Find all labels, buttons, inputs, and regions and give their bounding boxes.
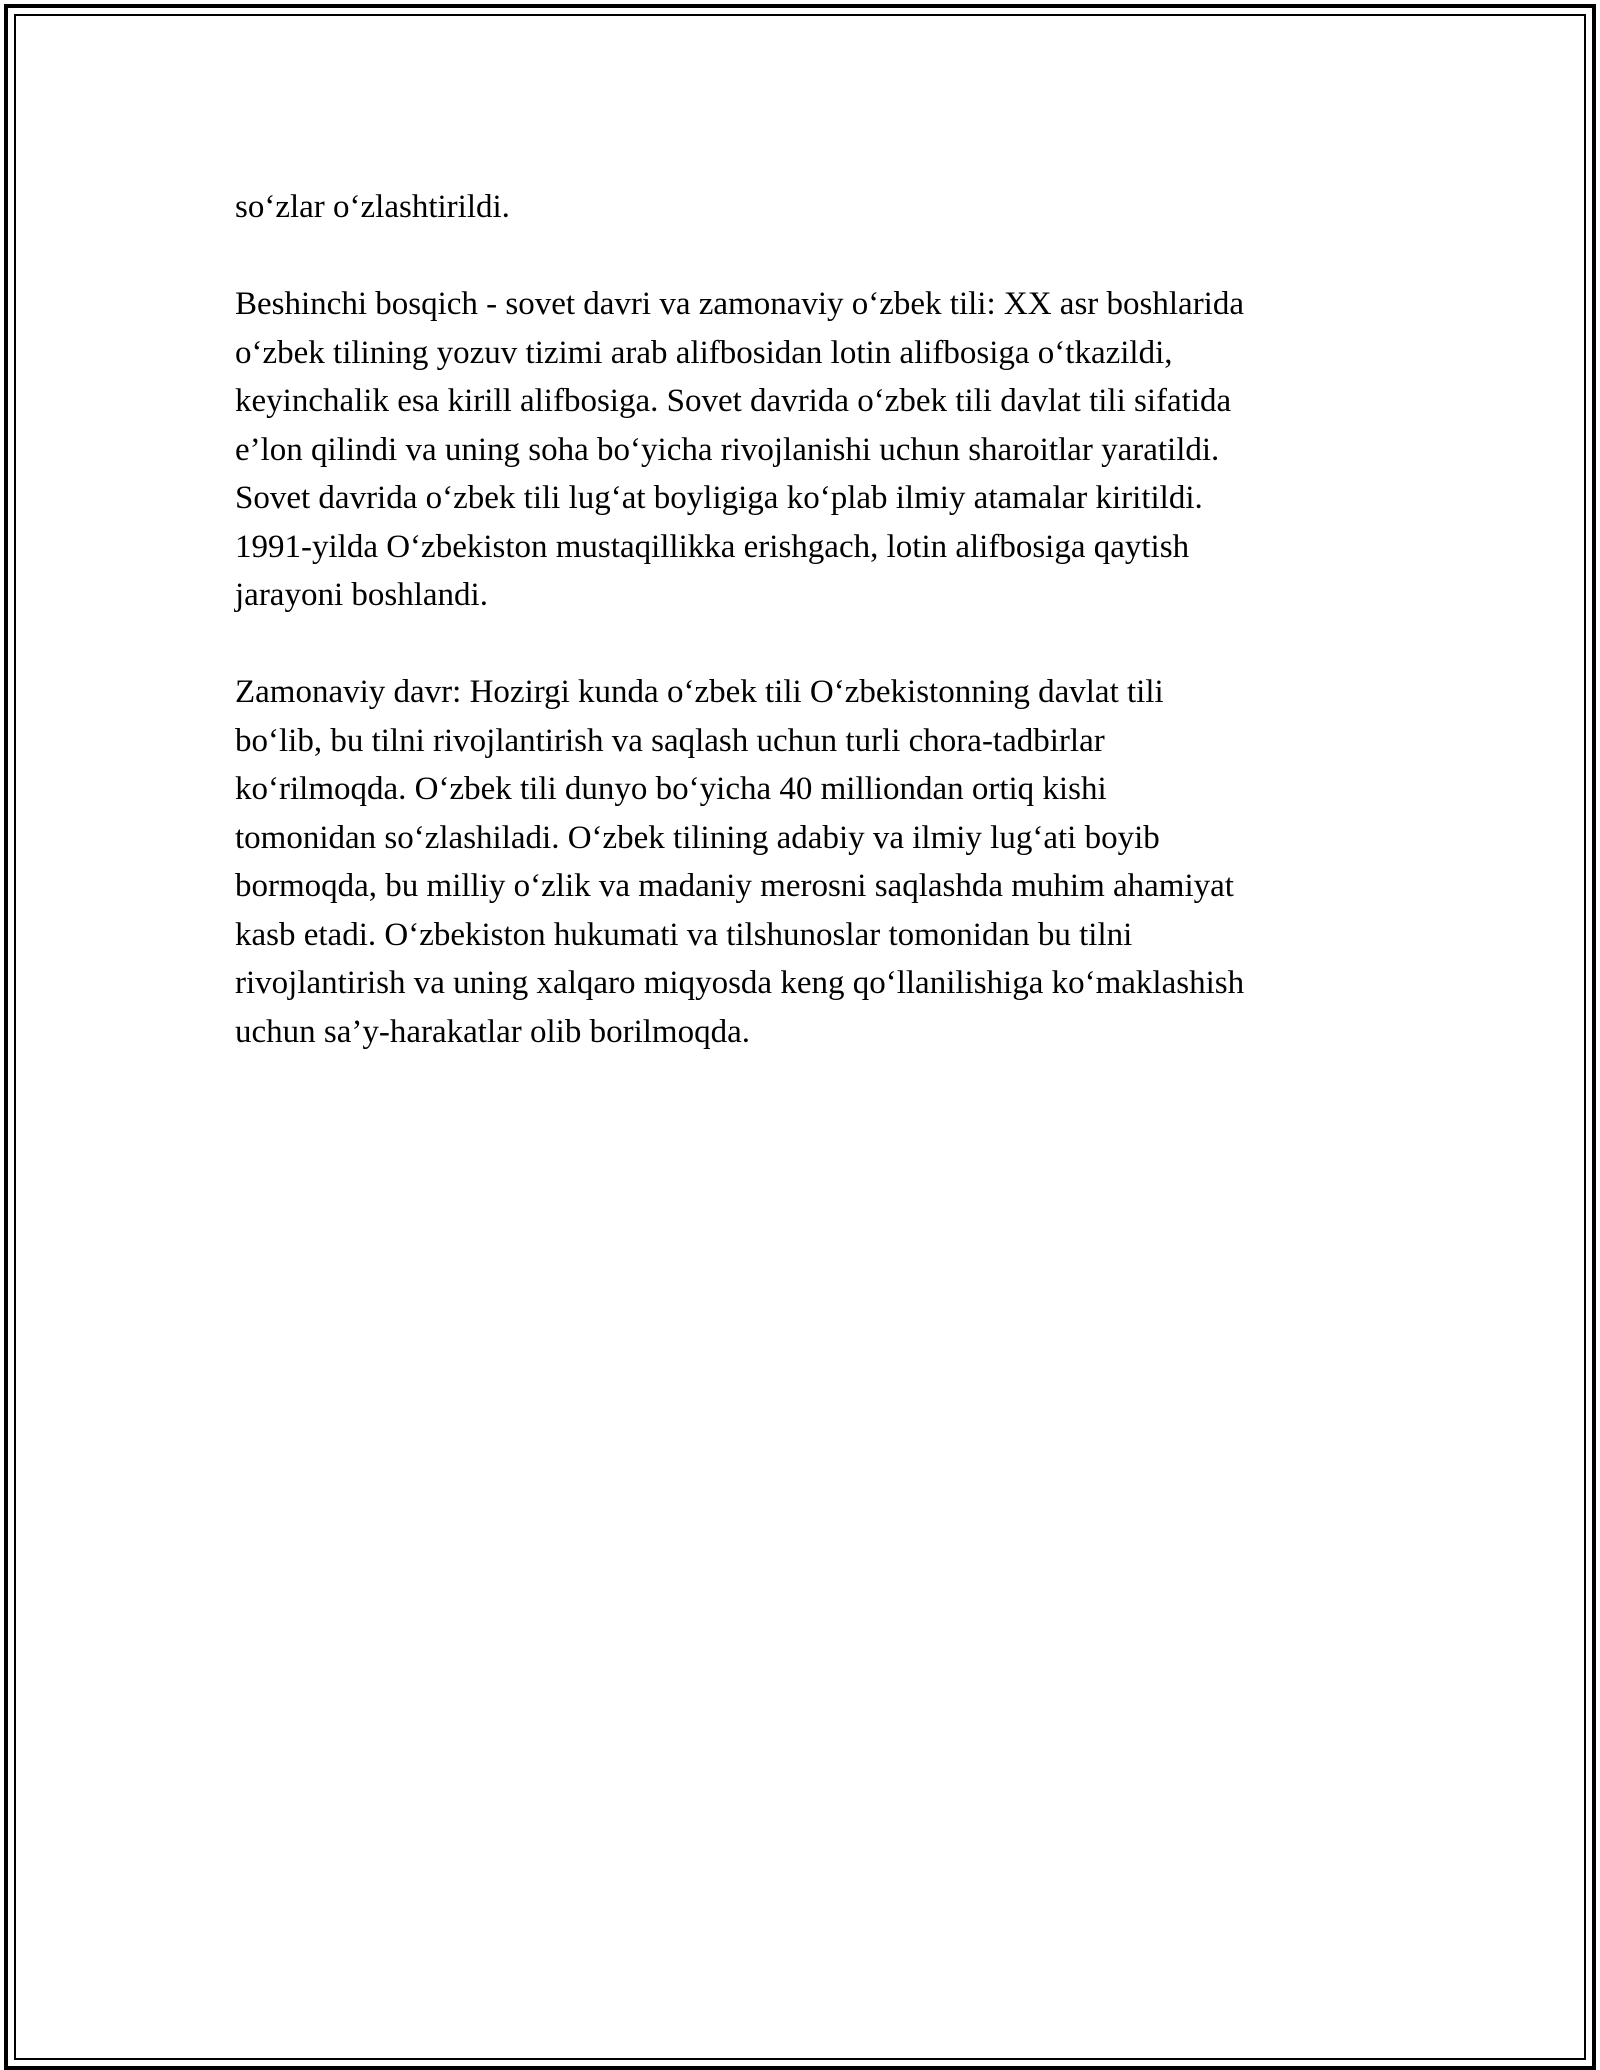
document-body (235, 183, 1395, 1105)
paragraph-modern-era: Zamonaviy davr: Hozirgi kunda o‘zbek tili O‘zbekistonning davlat tili bo‘lib, bu tilni rivojlantirish va saqlash uchun turli chora-tadbirlar ko‘rilmoqda. O‘zbek tili dunyo bo‘yicha 40 milliondan ortiq kishi tomonidan so‘zlashiladi. O‘zbek tilining adabiy va ilmiy lug‘ati boyib bormoqda, bu milliy o‘zlik va madaniy merosni saqlashda muhim ahamiyat kasb etadi. O‘zbekiston hukumati va tilshunoslar tomonidan bu tilni rivojlantirish va uning xalqaro miqyosda keng qo‘llanilishiga ko‘maklashish uchun sa’y-harakatlar olib borilmoqda. (235, 674, 1245, 1050)
paragraph-fifth-stage: Beshinchi bosqich - sovet davri va zamonaviy o‘zbek tili: XX asr boshlarida o‘zbek tilining yozuv tizimi arab alifbosidan lotin alifbosiga o‘tkazildi, keyinchalik esa kirill alifbosiga. Sovet davrida o‘zbek tili davlat tili sifatida e’lon qilindi va uning soha bo‘yicha rivojlanishi uchun sharoitlar yaratildi. Sovet davrida o‘zbek tili lug‘at boyligiga ko‘plab ilmiy atamalar kiritildi. 1991-yilda O‘zbekiston mustaqillikka erishgach, lotin alifbosiga qaytish jarayoni boshlandi. (235, 286, 1244, 613)
paragraph-continuation: so‘zlar o‘zlashtirildi. (235, 189, 510, 225)
